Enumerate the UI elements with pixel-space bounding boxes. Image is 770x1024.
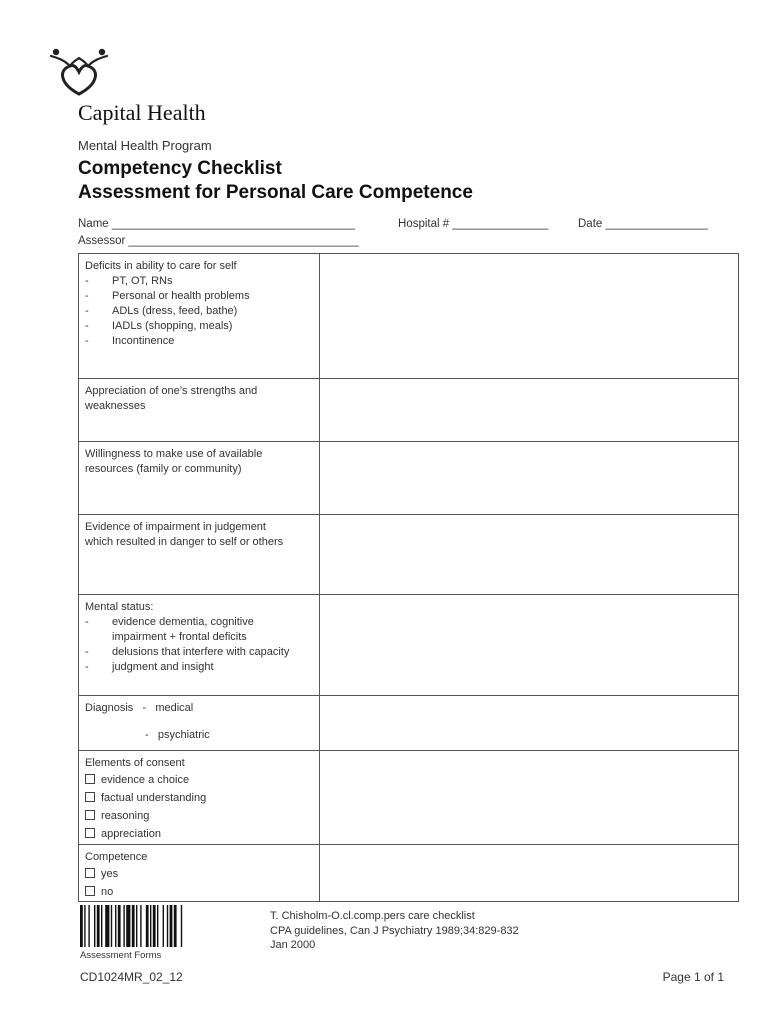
list-item: - ADLs (dress, feed, bathe): [85, 305, 238, 317]
list-item: - Incontinence: [85, 335, 175, 347]
table-row: [79, 442, 739, 515]
checklist-table: [78, 253, 739, 902]
deficits-response[interactable]: [320, 254, 739, 379]
impairment-label: Evidence of impairment in judgement which resulted in danger to self or others: [79, 515, 320, 595]
consent-label: Elements of consent evidence a choice factual understanding reasoning appreciation: [79, 751, 320, 845]
list-item: - delusions that interfere with capacity: [85, 646, 290, 658]
table-row: [79, 515, 739, 595]
table-row: [79, 696, 739, 751]
diagnosis-label: Diagnosis - medical - psychiatric: [79, 696, 320, 751]
deficits-label: [79, 254, 320, 379]
mental-status-label: Mental status: - evidence dementia, cognitive impairment + frontal deficits - delusions that interfere with capacity - judgment and insight: [79, 595, 320, 696]
list-item: - Personal or health problems: [85, 290, 250, 302]
competence-no-checkbox[interactable]: no: [85, 883, 313, 901]
appreciation-response[interactable]: [320, 379, 739, 442]
table-row: [79, 751, 739, 845]
impairment-response[interactable]: [320, 515, 739, 595]
form-code: CD1024MR_02_12: [80, 970, 183, 984]
consent-appreciation-checkbox[interactable]: appreciation: [85, 825, 313, 843]
date-field[interactable]: Date ________________: [578, 218, 708, 230]
hospital-number-field[interactable]: Hospital # _______________: [398, 218, 549, 230]
form-subtitle: Assessment for Personal Care Competence: [78, 182, 473, 203]
page-number: Page 1 of 1: [662, 970, 724, 984]
list-item: - PT, OT, RNs: [85, 275, 173, 287]
mental-status-response[interactable]: [320, 595, 739, 696]
consent-understanding-checkbox[interactable]: factual understanding: [85, 789, 313, 807]
consent-response[interactable]: [320, 751, 739, 845]
deficits-title: Deficits in ability to care for self: [85, 260, 237, 272]
competence-yes-checkbox[interactable]: yes: [85, 865, 313, 883]
consent-reasoning-checkbox[interactable]: reasoning: [85, 807, 313, 825]
table-row: [79, 595, 739, 696]
list-item: - IADLs (shopping, meals): [85, 320, 233, 332]
list-item: - evidence dementia, cognitive: [85, 616, 254, 628]
reference-notes: T. Chisholm-O.cl.comp.pers care checklist CPA guidelines, Can J Psychiatry 1989;34:829-832 Jan 2000: [270, 910, 519, 951]
program-name: Mental Health Program: [78, 138, 212, 153]
name-field[interactable]: Name ______________________________________: [78, 218, 355, 230]
diagnosis-response[interactable]: [320, 696, 739, 751]
willingness-label: Willingness to make use of available resources (family or community): [79, 442, 320, 515]
barcode: [80, 905, 230, 947]
competence-label: Competence yes no: [79, 845, 320, 902]
competence-response[interactable]: [320, 845, 739, 902]
table-row: [79, 845, 739, 902]
appreciation-label: Appreciation of one’s strengths and weaknesses: [79, 379, 320, 442]
org-name: Capital Health: [78, 100, 206, 125]
assessor-field[interactable]: Assessor ____________________________________: [78, 235, 359, 247]
list-item: - judgment and insight: [85, 661, 214, 673]
willingness-response[interactable]: [320, 442, 739, 515]
barcode-caption: Assessment Forms: [80, 950, 162, 961]
form-title: Competency Checklist: [78, 158, 282, 179]
table-row: [79, 254, 739, 379]
heart-figures-icon: [48, 44, 110, 96]
consent-choice-checkbox[interactable]: evidence a choice: [85, 771, 313, 789]
table-row: [79, 379, 739, 442]
